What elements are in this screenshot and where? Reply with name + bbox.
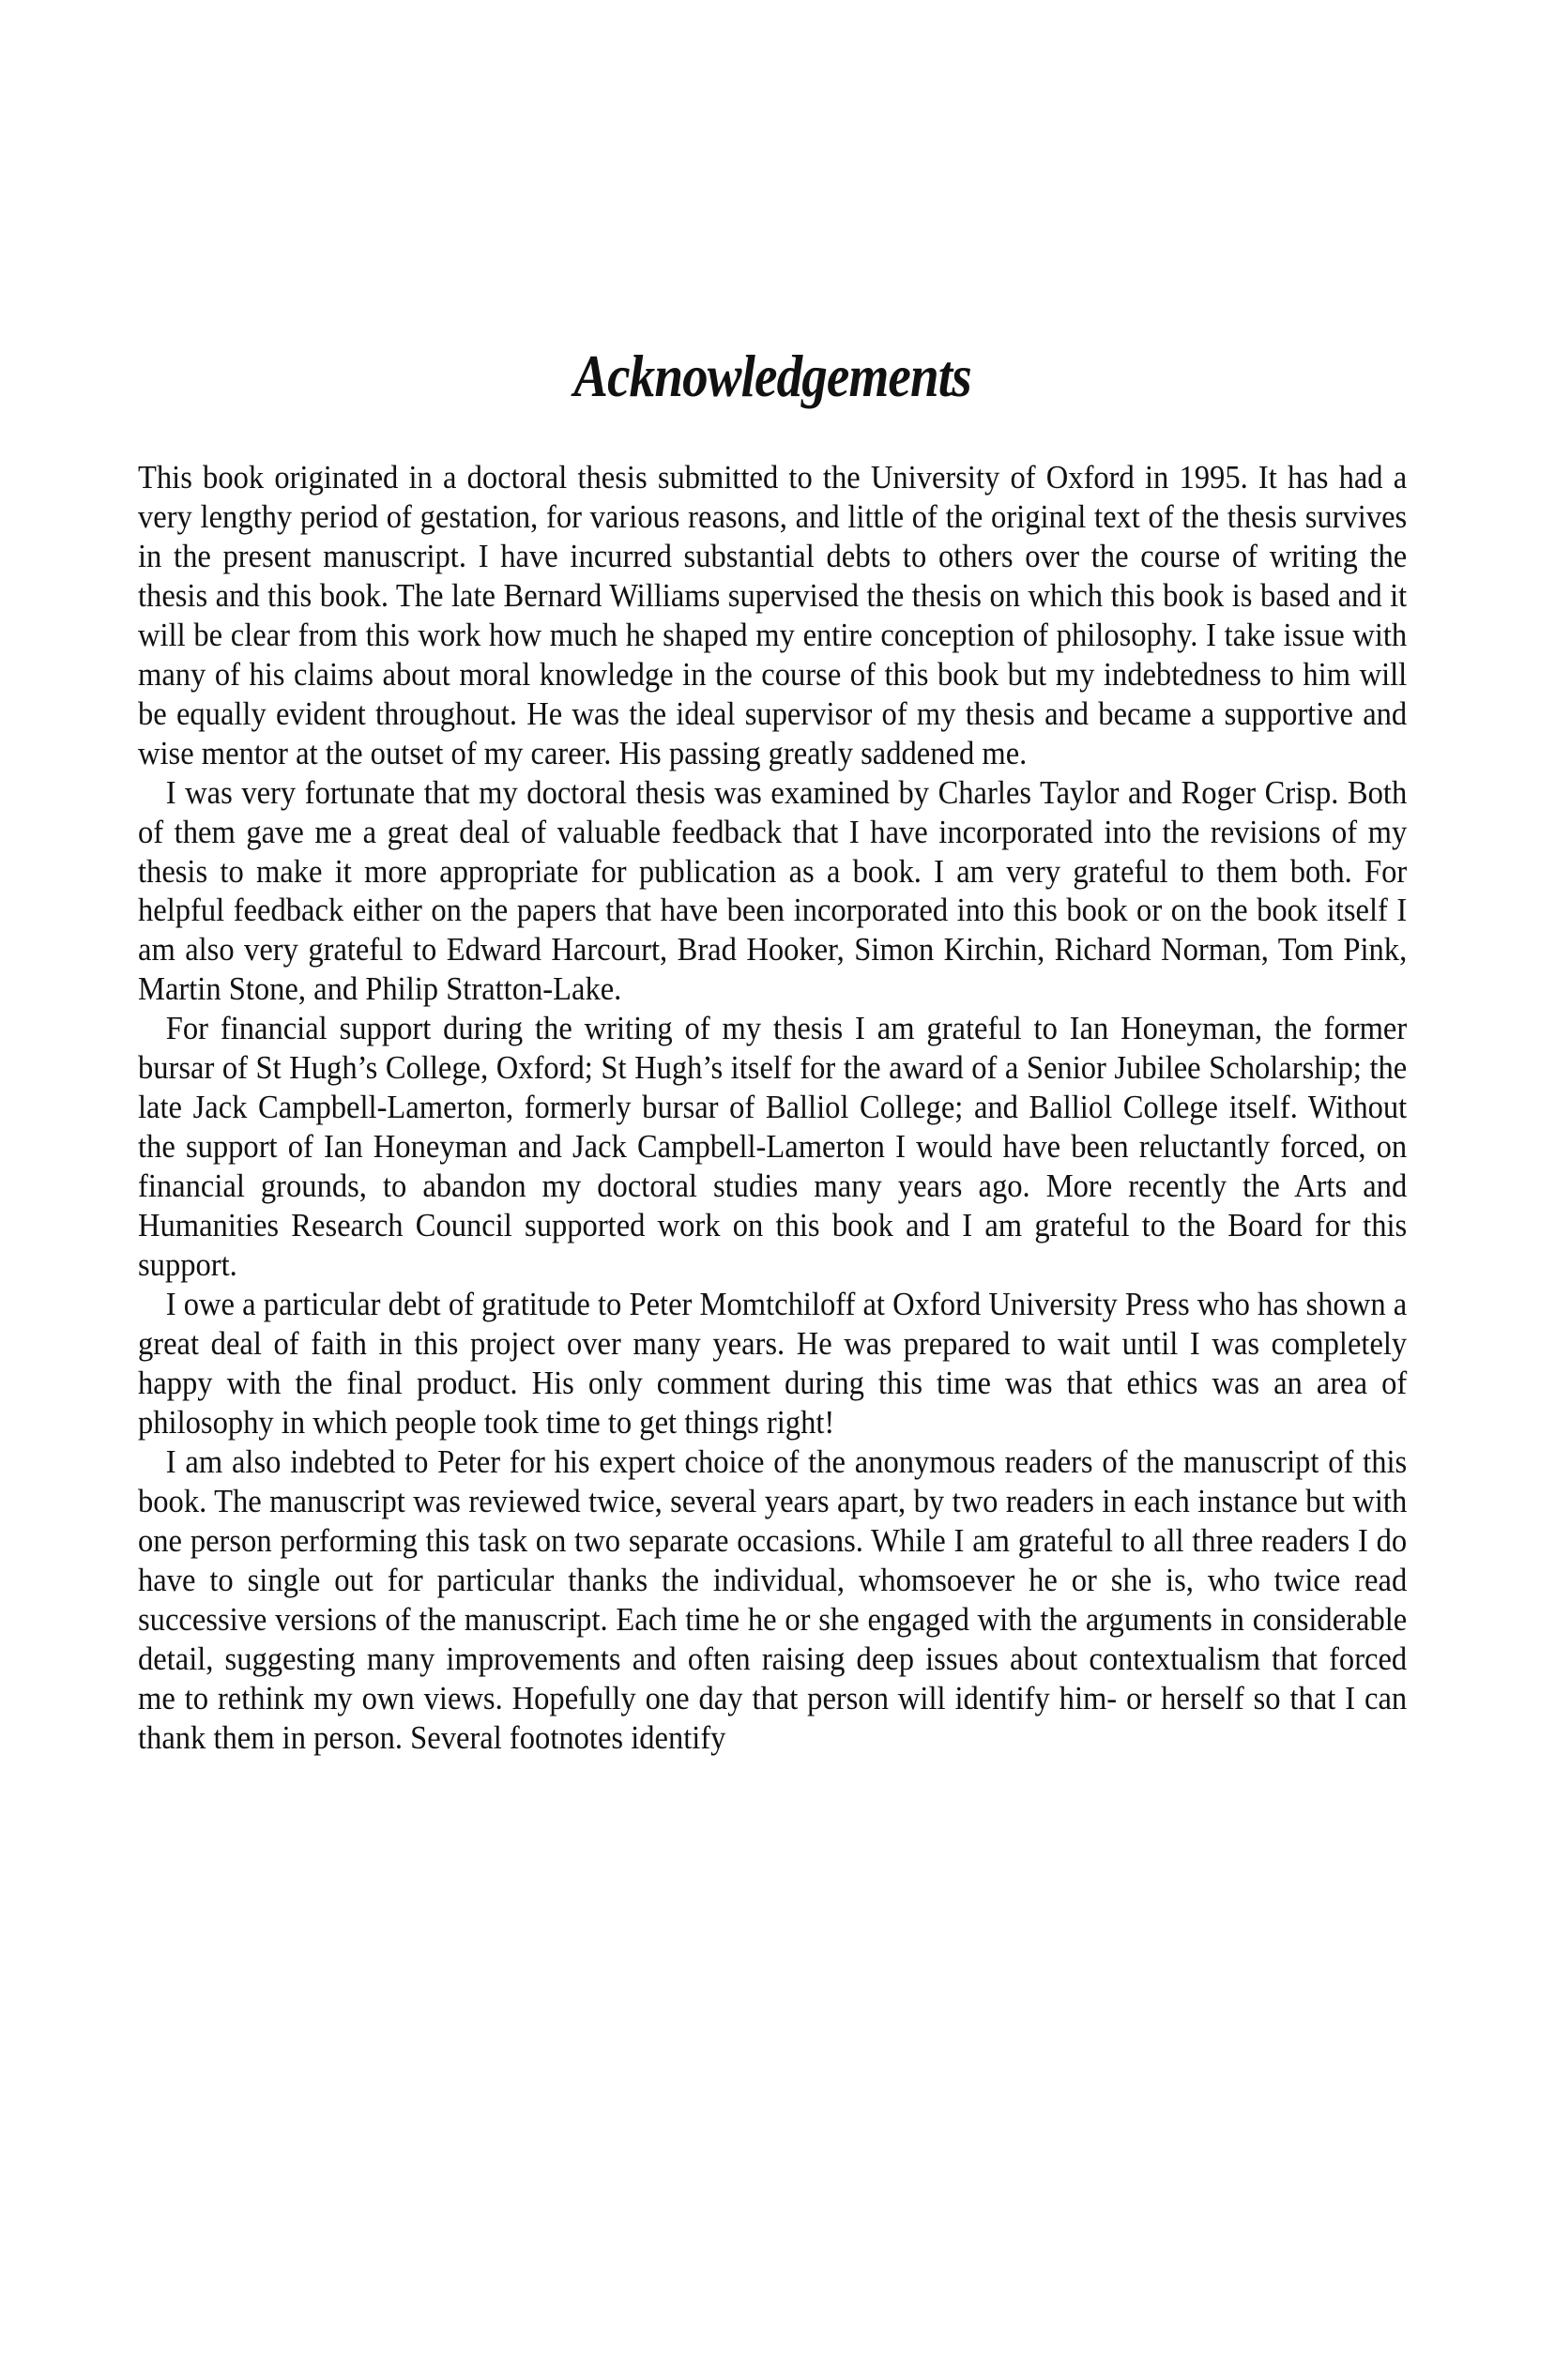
paragraph-5: I am also indebted to Peter for his expert choice of the anonymous readers of the manuscript of this book. The manuscript was reviewed twice, several years apart, by two readers in each instance but with one person performing this task on two separate occasions. While I am grateful to all three readers I do have to single out for particular thanks the individual, whomsoever he or she is, who twice read successive versions of the manuscript. Each time he or she engaged with the arguments in considerable detail, suggesting many improvements and often raising deep issues about contextualism that forced me to rethink my own views. Hopefully one day that person will identify him- or herself so that I can thank them in person. Several footnotes identify bbox=[138, 1442, 1408, 1756]
page-title: Acknowledgements bbox=[573, 342, 971, 409]
paragraph-4: I owe a particular debt of gratitude to Peter Momtchiloff at Oxford University Press who has shown a great deal of faith in this project over many years. He was prepared to wait until I was completely happy with the final product. His only comment during this time was that ethics was an area of philosophy in which people took time to get things right! bbox=[138, 1286, 1408, 1441]
paragraph-3: For financial support during the writing of my thesis I am grateful to Ian Honeyman, the former bursar of St Hugh’s College, Oxford; St Hugh’s itself for the award of a Senior Jubilee Scholarship; the late Jack Campbell-Lamerton, formerly bursar of Balliol College; and Balliol College itself. Without the support of Ian Honeyman and Jack Campbell-Lamerton I would have been reluctantly forced, on financial grounds, to abandon my doctoral studies many years ago. More recently the Arts and Humanities Research Council supported work on this book and I am grateful to the Board for this support. bbox=[138, 1010, 1408, 1284]
paragraph-1: This book originated in a doctoral thesis submitted to the University of Oxford in 1995. It has had a very lengthy period of gestation, for various reasons, and little of the original text of the thesis survives in the present manuscript. I have incurred substantial debts to others over the course of writing the thesis and this book. The late Bernard Williams supervised the thesis on which this book is based and it will be clear from this work how much he shaped my entire conception of philosophy. I take issue with many of his claims about moral knowledge in the course of this book but my indebtedness to him will be equally evident throughout. He was the ideal supervisor of my thesis and became a supportive and wise mentor at the outset of my career. His passing greatly saddened me. bbox=[138, 459, 1408, 771]
paragraph-2: I was very fortunate that my doctoral thesis was examined by Charles Taylor and Roger Crisp. Both of them gave me a great deal of valuable feedback that I have incorporated into the revisions of my thesis to make it more appropriate for publication as a book. I am very grateful to them both. For helpful feedback either on the papers that have been incorporated into this book or on the book itself I am also very grateful to Edward Harcourt, Brad Hooker, Simon Kirchin, Richard Norman, Tom Pink, Martin Stone, and Philip Stratton-Lake. bbox=[138, 773, 1408, 1008]
body-text bbox=[138, 458, 1407, 1757]
